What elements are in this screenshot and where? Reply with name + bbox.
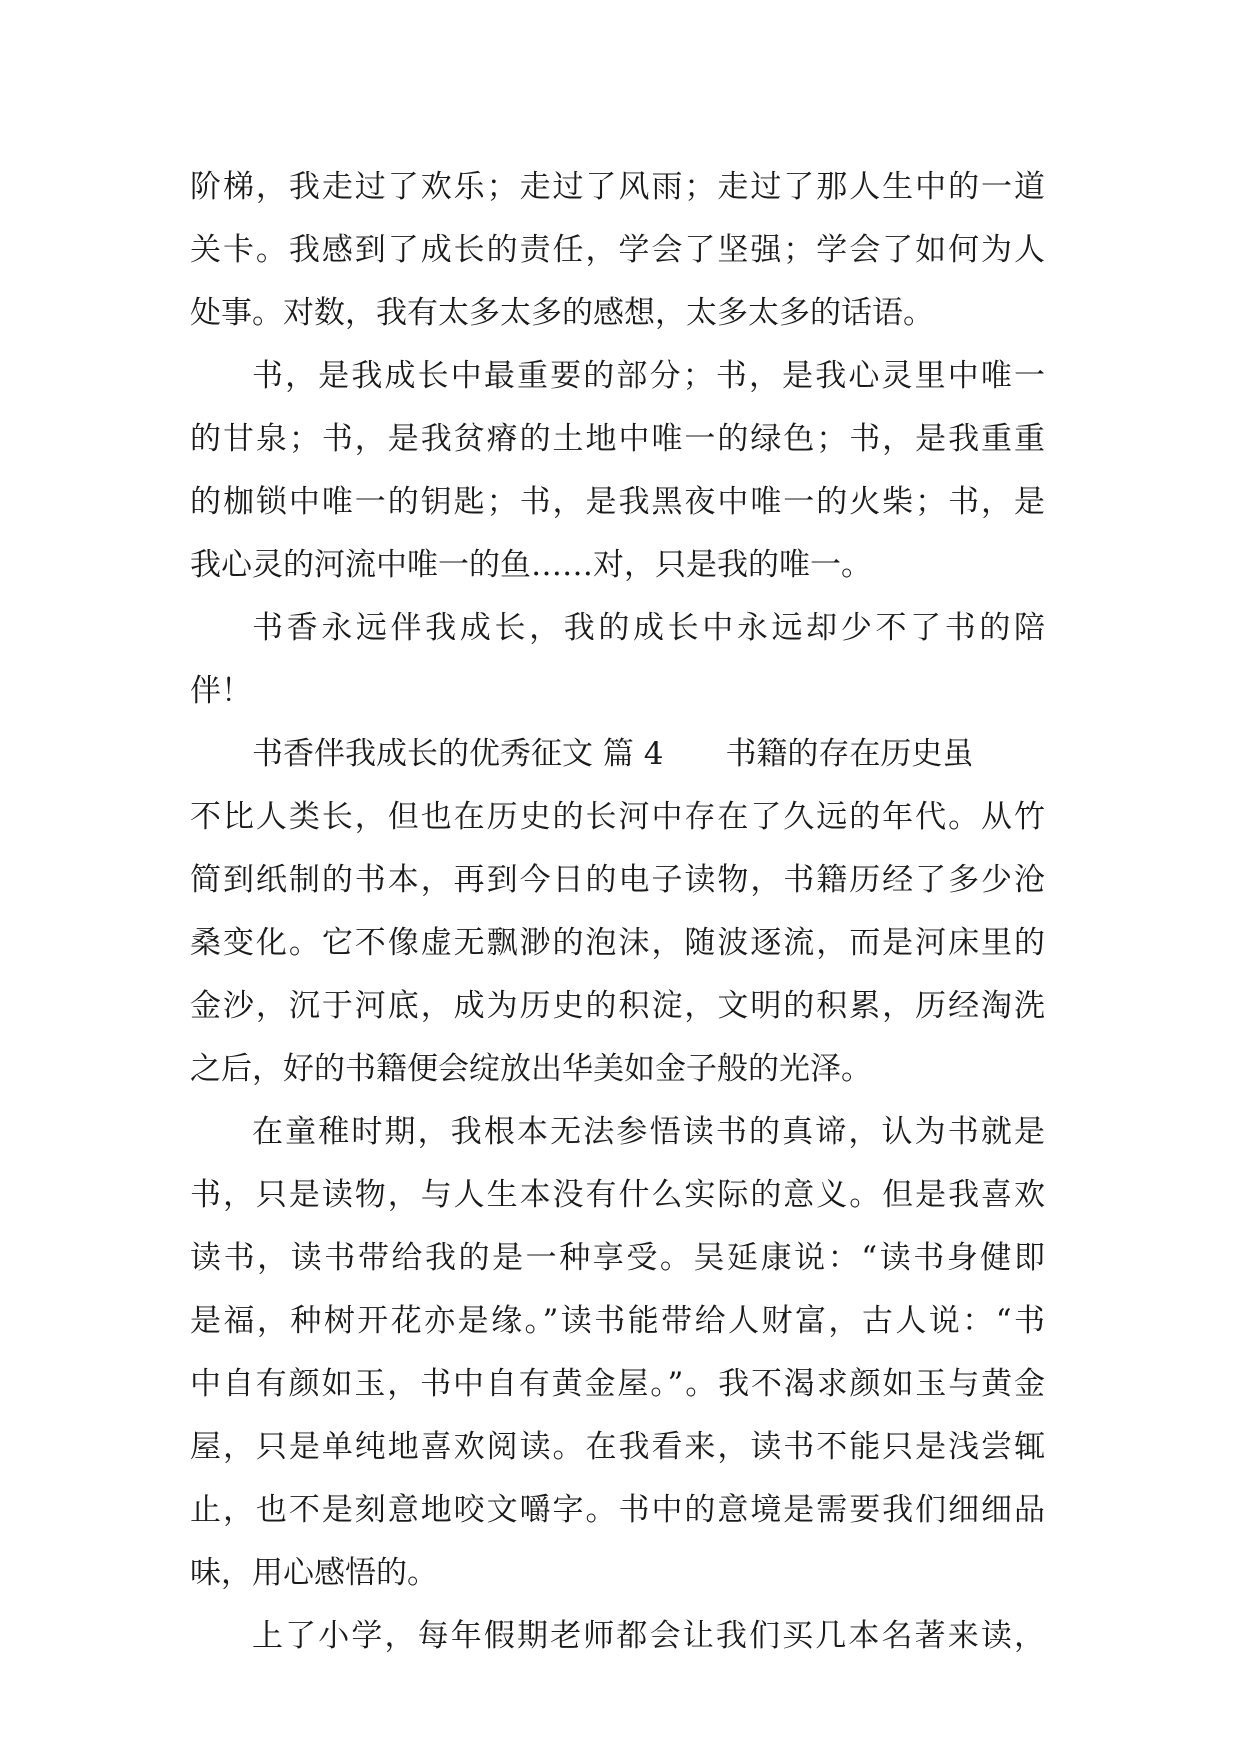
text-line: 读书，读书带给我的是一种享受。吴延康说：“读书身健即 — [190, 1240, 1045, 1276]
text-line: 的枷锁中唯一的钥匙；书，是我黑夜中唯一的火柴；书，是 — [190, 484, 1045, 520]
text-line: 简到纸制的书本，再到今日的电子读物，书籍历经了多少沧 — [190, 862, 1045, 898]
section-heading: 书香伴我成长的优秀征文 篇 4 — [252, 736, 664, 772]
text-line: 味，用心感悟的。 — [190, 1555, 438, 1591]
text-line: 屋，只是单纯地喜欢阅读。在我看来，读书不能只是浅尝辄 — [190, 1429, 1045, 1465]
text-line: 的甘泉；书，是我贫瘠的土地中唯一的绿色；书，是我重重 — [190, 421, 1045, 457]
text-line: 是福，种树开花亦是缘。”读书能带给人财富，古人说：“书 — [190, 1303, 1045, 1339]
text-line: 我心灵的河流中唯一的鱼……对，只是我的唯一。 — [190, 547, 872, 583]
text-line: 之后，好的书籍便会绽放出华美如金子般的光泽。 — [190, 1051, 872, 1087]
text-line: 上了小学，每年假期老师都会让我们买几本名著来读， — [252, 1618, 1045, 1654]
text-line: 不比人类长，但也在历史的长河中存在了久远的年代。从竹 — [190, 799, 1045, 835]
text-line: 书香永远伴我成长，我的成长中永远却少不了书的陪 — [252, 610, 1045, 646]
text-line: 在童稚时期，我根本无法参悟读书的真谛，认为书就是 — [252, 1114, 1045, 1150]
text-line: 桑变化。它不像虚无飘渺的泡沫，随波逐流，而是河床里的 — [190, 925, 1045, 961]
text-fragment: 书籍的存在历史虽 — [725, 736, 974, 772]
section-heading-line — [190, 723, 1045, 786]
text-line: 止，也不是刻意地咬文嚼字。书中的意境是需要我们细细品 — [190, 1492, 1045, 1528]
document-body — [190, 156, 1045, 1668]
text-line: 关卡。我感到了成长的责任，学会了坚强；学会了如何为人 — [190, 232, 1045, 268]
text-line: 伴！ — [190, 673, 252, 709]
text-line: 金沙，沉于河底，成为历史的积淀，文明的积累，历经淘洗 — [190, 988, 1045, 1024]
text-line: 处事。对数，我有太多太多的感想，太多太多的话语。 — [190, 295, 934, 331]
text-line: 书，只是读物，与人生本没有什么实际的意义。但是我喜欢 — [190, 1177, 1045, 1213]
text-line: 书，是我成长中最重要的部分；书，是我心灵里中唯一 — [252, 358, 1045, 394]
text-line: 阶梯，我走过了欢乐；走过了风雨；走过了那人生中的一道 — [190, 169, 1045, 205]
text-line: 中自有颜如玉，书中自有黄金屋。”。我不渴求颜如玉与黄金 — [190, 1366, 1045, 1402]
